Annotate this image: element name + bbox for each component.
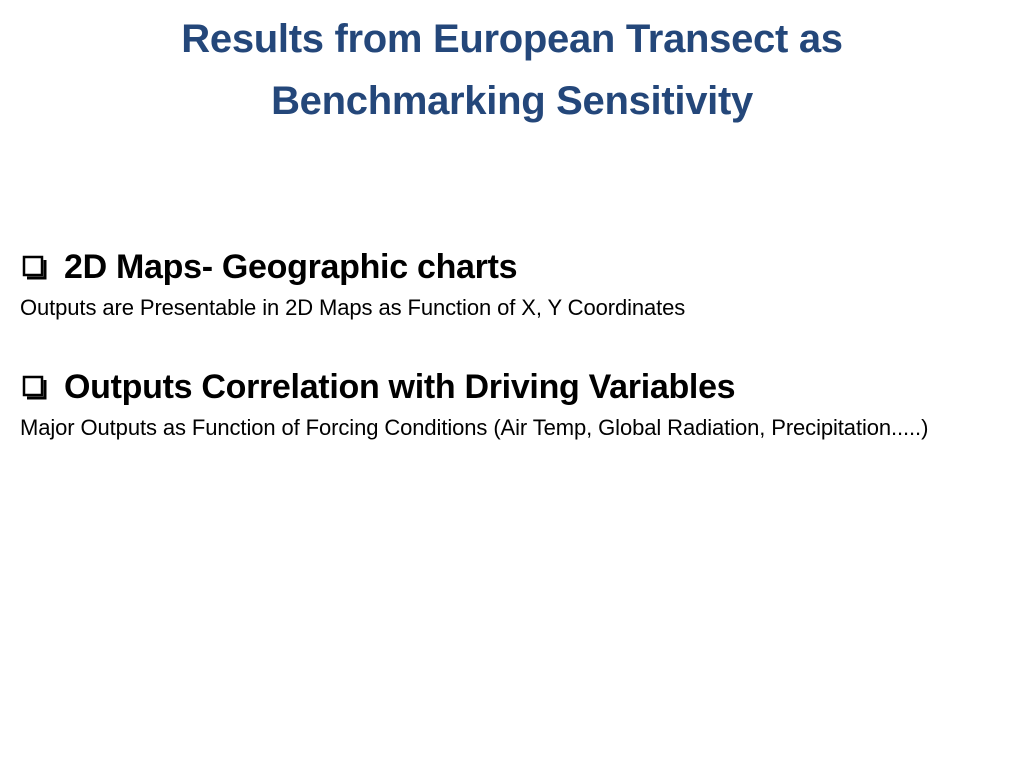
slide-title	[60, 8, 964, 132]
bullet-heading-row	[20, 364, 1000, 410]
bullet-heading: 2D Maps- Geographic charts	[64, 248, 518, 286]
checkbox-icon	[22, 255, 46, 279]
checkbox-icon	[22, 375, 46, 399]
bullet-description: Outputs are Presentable in 2D Maps as Function of X, Y Coordinates	[20, 295, 686, 320]
bullet-description: Major Outputs as Function of Forcing Conditions (Air Temp, Global Radiation, Precipitation.....)	[20, 415, 929, 440]
bullet-item	[20, 244, 1000, 326]
bullet-heading: Outputs Correlation with Driving Variables	[64, 368, 736, 406]
bullet-item	[20, 364, 1000, 446]
slide-content	[20, 244, 1000, 484]
slide-title-line1: Results from European Transect as	[181, 17, 843, 61]
slide-title-line2: Benchmarking Sensitivity	[271, 79, 753, 123]
bullet-heading-row	[20, 244, 1000, 290]
